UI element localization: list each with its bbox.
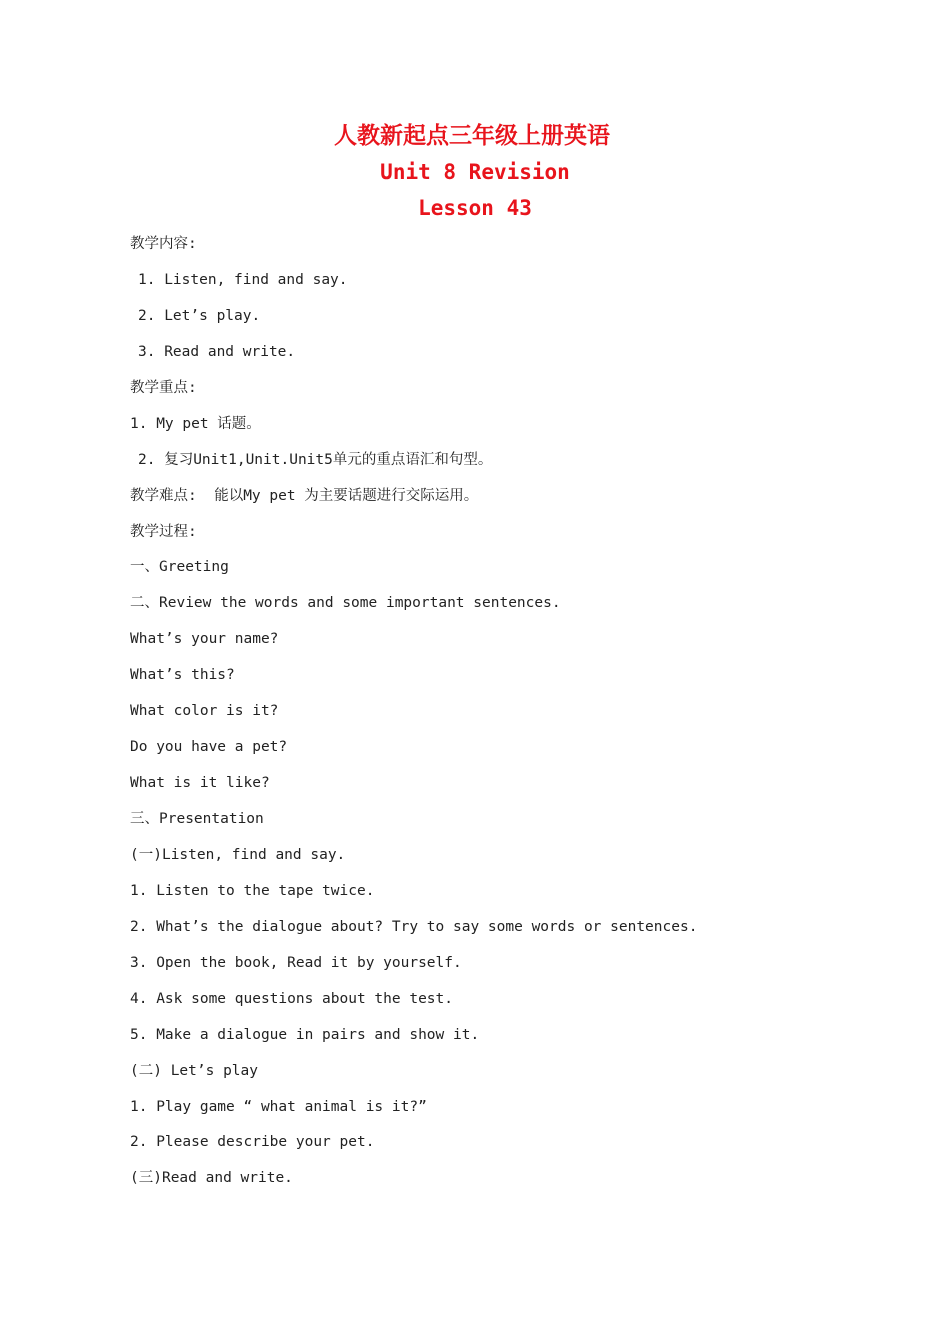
- play-step-2: 2. Please describe your pet.: [130, 1134, 375, 1151]
- section-heading-process: 教学过程:: [130, 523, 197, 540]
- section-heading-key-points: 教学重点:: [130, 379, 197, 396]
- content-item-3: 3. Read and write.: [138, 343, 296, 360]
- listen-step-2: 2. What’s the dialogue about? Try to say some words or sentences.: [130, 918, 698, 935]
- review-sentence-1: What’s your name?: [130, 631, 279, 648]
- listen-step-3: 3. Open the book, Read it by yourself.: [130, 954, 462, 971]
- process-step-presentation: 三、Presentation: [130, 811, 264, 827]
- content-item-1: 1. Listen, find and say.: [138, 271, 348, 288]
- review-sentence-3: What color is it?: [130, 703, 279, 720]
- key-point-2: 2. 复习Unit1,Unit.Unit5单元的重点语汇和句型。: [138, 451, 493, 468]
- title-block: [0, 118, 950, 226]
- listen-step-1: 1. Listen to the tape twice.: [130, 882, 375, 899]
- document-body: [130, 227, 890, 1197]
- process-step-review: 二、Review the words and some important sentences.: [130, 595, 561, 612]
- play-step-1: 1. Play game “ what animal is it?”: [130, 1098, 427, 1115]
- listen-step-5: 5. Make a dialogue in pairs and show it.: [130, 1026, 480, 1043]
- review-sentence-4: Do you have a pet?: [130, 739, 288, 756]
- document-title: 人教新起点三年级上册英语: [334, 122, 610, 149]
- lesson-title: Lesson 43: [418, 196, 532, 220]
- section-heading-content: 教学内容:: [130, 236, 197, 252]
- review-sentence-2: What’s this?: [130, 667, 235, 684]
- review-sentence-5: What is it like?: [130, 775, 270, 792]
- subsection-read-write: (三)Read and write.: [130, 1170, 293, 1187]
- listen-step-4: 4. Ask some questions about the test.: [130, 990, 454, 1007]
- process-step-greeting: 一、Greeting: [130, 559, 229, 576]
- subsection-play: (二) Let’s play: [130, 1062, 258, 1079]
- key-point-1: 1. My pet 话题。: [130, 415, 261, 432]
- section-difficulty: 教学难点: 能以My pet 为主要话题进行交际运用。: [130, 487, 479, 504]
- unit-title: Unit 8 Revision: [380, 160, 570, 184]
- content-item-2: 2. Let’s play.: [138, 307, 261, 324]
- subsection-listen: (一)Listen, find and say.: [130, 846, 346, 863]
